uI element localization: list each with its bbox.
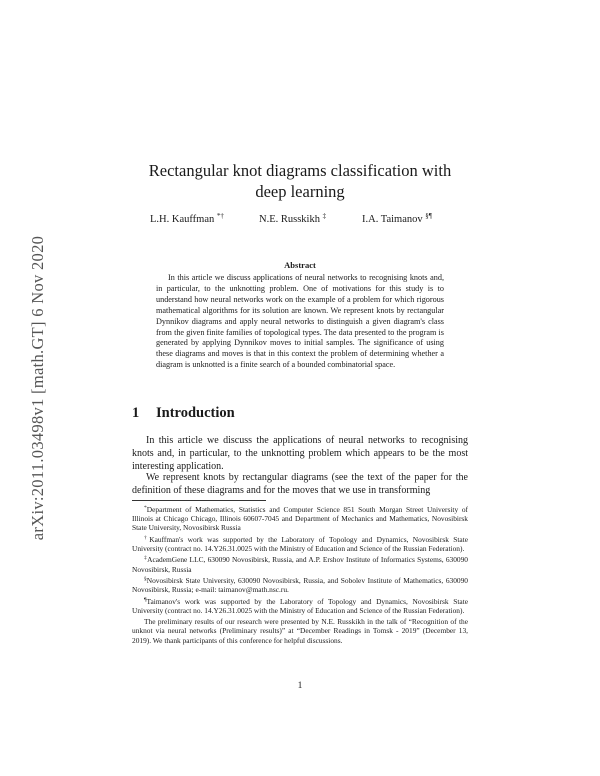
author-list bbox=[0, 212, 600, 228]
title-line-1: Rectangular knot diagrams classification with bbox=[148, 161, 452, 180]
footnotes bbox=[132, 504, 468, 646]
footnote-mark: § bbox=[144, 575, 147, 582]
footnote bbox=[132, 534, 468, 553]
author-russkikh: N.E. Russkikh ‡ bbox=[259, 212, 327, 225]
footnote bbox=[132, 596, 468, 615]
footnote-mark: ‡ bbox=[144, 555, 148, 562]
footnote bbox=[132, 554, 468, 573]
body-paragraph: In this article we discuss the applications of neural networks to recognising knots and, in particular, to the unknotting problem which appears to be the most interesting application. bbox=[132, 435, 468, 472]
author-marks: §¶ bbox=[425, 212, 432, 220]
footnote bbox=[132, 575, 468, 594]
footnote-text: Department of Mathematics, Statistics and Computer Science 851 South Morgan Street University of Illinois at Chicago Chicago, Illinois 60607-7045 and Department of Mechanics and Mathematics, Novosibirsk State University, Novosibirsk Russia bbox=[132, 505, 468, 533]
footnote-text: Taimanov's work was supported by the Laboratory of Topology and Dynamics, Novosibirsk State University (contract no. 14.Y26.31.0025 with the Ministry of Education and Science of the Russian Federation). bbox=[132, 596, 468, 615]
arxiv-stamp: arXiv:2011.03498v1 [math.GT] 6 Nov 2020 bbox=[28, 235, 47, 541]
paper-title bbox=[100, 160, 500, 202]
footnote-text: The preliminary results of our research were presented by N.E. Russkikh in the talk of “Recognition of the unknot via neural networks (Preliminary results)” at “December Readings in Tomsk - 2019” (December 13, 2019). We thank participants of this conference for helpful discussions. bbox=[132, 617, 468, 645]
footnote bbox=[132, 504, 468, 533]
author-marks: ‡ bbox=[322, 212, 327, 220]
author-kauffman: L.H. Kauffman *† bbox=[150, 212, 224, 225]
footnote-mark: † bbox=[144, 534, 150, 541]
author-taimanov: I.A. Taimanov §¶ bbox=[362, 212, 432, 225]
footnote-text: AcademGene LLC, 630090 Novosibirsk, Russia, and A.P. Ershov Institute of Informatics Systems, 630090 Novosibirsk, Russia bbox=[132, 555, 468, 574]
title-line-2: deep learning bbox=[255, 182, 345, 201]
section-title: Introduction bbox=[156, 405, 235, 421]
footnote-rule bbox=[132, 500, 266, 501]
abstract-heading: Abstract bbox=[284, 260, 316, 270]
footnote-text: Kauffman's work was supported by the Laboratory of Topology and Dynamics, Novosibirsk State University (contract no. 14.Y26.31.0025 with the Ministry of Education and Science of the Russian Federation). bbox=[132, 534, 469, 553]
section-number: 1 bbox=[132, 405, 140, 421]
abstract-text: In this article we discuss applications of neural networks to recognising knots and, in particular, to the unknotting problem. One of motivations for this study is to understand how neural networks work on the example of a problem for which rigorous mathematical algorithms for its solution are known. We represent knots by rectangular Dynnikov diagrams and apply neural networks to distinguish a given diagram's class from the given finite families of topological types. The data presented to the program is generated by applying Dynnikov moves to initial samples. The significance of using these diagrams and moves is that in this context the problem of determining whether a diagram is unknotted is a finite search of a bounded combinatorial space. bbox=[156, 273, 444, 370]
footnote-text: Novosibirsk State University, 630090 Novosibirsk, Russia, and Sobolev Institute of Mathematics, 630090 Novosibirsk, Russia; e-mail: taimanov@math.nsc.ru. bbox=[132, 575, 468, 595]
author-marks: *† bbox=[216, 212, 224, 220]
footnote-mark: * bbox=[144, 505, 147, 511]
footnote bbox=[132, 616, 468, 645]
page-number: 1 bbox=[297, 681, 303, 691]
section-heading bbox=[132, 405, 235, 422]
body-paragraph: We represent knots by rectangular diagrams (see the text of the paper for the definition of these diagrams and for the moves that we use in transforming bbox=[132, 472, 468, 496]
footnote-mark: ¶ bbox=[144, 596, 147, 603]
